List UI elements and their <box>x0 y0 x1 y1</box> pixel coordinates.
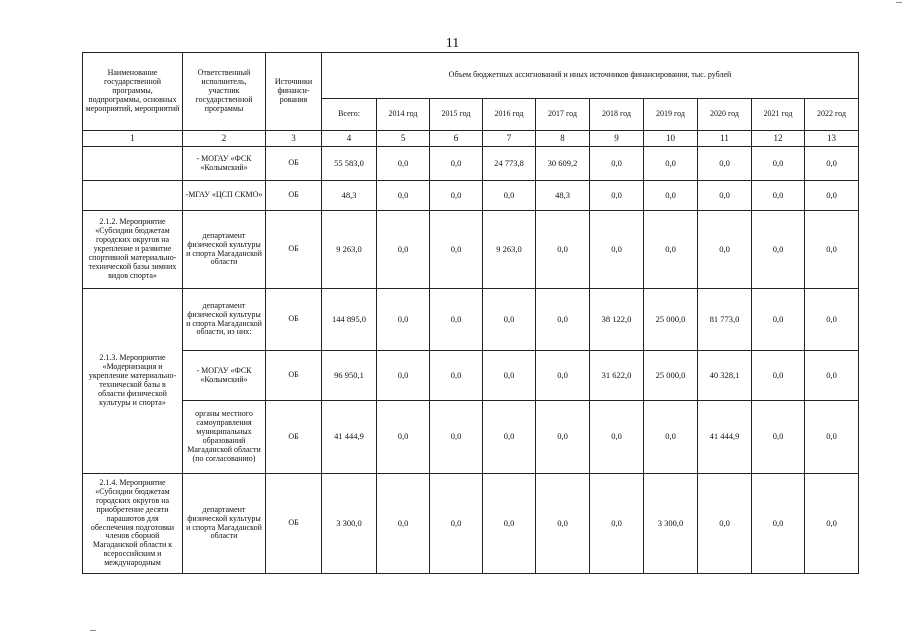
value-cell: 0,0 <box>536 474 590 574</box>
value-cell: 0,0 <box>805 474 859 574</box>
row-name <box>83 147 183 181</box>
value-cell: 0,0 <box>644 211 698 289</box>
value-cell: 0,0 <box>644 181 698 211</box>
column-number: 1 <box>83 131 183 147</box>
header-total: Всего: <box>322 99 377 131</box>
row-executor: департамент физической культуры и спорта Магаданской области <box>183 474 266 574</box>
value-cell: 0,0 <box>430 181 483 211</box>
value-cell: 0,0 <box>752 401 805 474</box>
value-cell: 0,0 <box>483 351 536 401</box>
row-source: ОБ <box>266 474 322 574</box>
column-number: 10 <box>644 131 698 147</box>
value-cell: 30 609,2 <box>536 147 590 181</box>
value-cell: 0,0 <box>752 147 805 181</box>
value-cell: 0,0 <box>590 474 644 574</box>
value-cell: 3 300,0 <box>644 474 698 574</box>
header-year: 2015 год <box>430 99 483 131</box>
header-source: Источники финанси-рования <box>266 53 322 131</box>
header-year: 2019 год <box>644 99 698 131</box>
value-cell: 0,0 <box>377 181 430 211</box>
row-executor: -МГАУ «ЦСП СКМО» <box>183 181 266 211</box>
column-number: 6 <box>430 131 483 147</box>
value-total: 3 300,0 <box>322 474 377 574</box>
page-number: 11 <box>445 36 460 51</box>
value-cell: 0,0 <box>430 147 483 181</box>
column-number: 4 <box>322 131 377 147</box>
value-total: 55 583,0 <box>322 147 377 181</box>
value-cell: 40 328,1 <box>698 351 752 401</box>
value-cell: 41 444,9 <box>698 401 752 474</box>
value-cell: 81 773,0 <box>698 289 752 351</box>
value-cell: 0,0 <box>590 147 644 181</box>
value-cell: 0,0 <box>644 401 698 474</box>
row-source: ОБ <box>266 147 322 181</box>
value-cell: 0,0 <box>805 181 859 211</box>
budget-table <box>82 52 859 574</box>
value-cell: 0,0 <box>536 289 590 351</box>
table-row <box>83 351 859 401</box>
value-cell: 0,0 <box>805 147 859 181</box>
value-cell: 0,0 <box>430 401 483 474</box>
value-cell: 0,0 <box>805 289 859 351</box>
value-total: 96 950,1 <box>322 351 377 401</box>
value-cell: 0,0 <box>752 351 805 401</box>
column-number: 3 <box>266 131 322 147</box>
value-cell: 0,0 <box>805 351 859 401</box>
row-executor: департамент физической культуры и спорта Магаданской области <box>183 211 266 289</box>
value-cell: 31 622,0 <box>590 351 644 401</box>
row-executor: - МОГАУ «ФСК «Колымский» <box>183 351 266 401</box>
value-cell: 9 263,0 <box>483 211 536 289</box>
column-number: 13 <box>805 131 859 147</box>
value-cell: 0,0 <box>377 289 430 351</box>
value-cell: 0,0 <box>483 289 536 351</box>
table-row <box>83 474 859 574</box>
value-cell: 0,0 <box>752 474 805 574</box>
value-cell: 0,0 <box>377 474 430 574</box>
value-cell: 0,0 <box>590 211 644 289</box>
value-cell: 25 000,0 <box>644 289 698 351</box>
row-source: ОБ <box>266 181 322 211</box>
value-cell: 0,0 <box>644 147 698 181</box>
value-cell: 0,0 <box>698 474 752 574</box>
value-cell: 0,0 <box>377 147 430 181</box>
value-cell: 0,0 <box>430 289 483 351</box>
value-cell: 0,0 <box>483 474 536 574</box>
value-cell: 0,0 <box>590 181 644 211</box>
header-name: Наименование государственной программы, подпрограммы, основных мероприятий, мероприятий <box>83 53 183 131</box>
value-total: 48,3 <box>322 181 377 211</box>
table-row <box>83 401 859 474</box>
value-total: 41 444,9 <box>322 401 377 474</box>
header-year: 2018 год <box>590 99 644 131</box>
value-cell: 0,0 <box>483 181 536 211</box>
value-cell: 38 122,0 <box>590 289 644 351</box>
value-cell: 0,0 <box>698 211 752 289</box>
header-year: 2022 год <box>805 99 859 131</box>
value-cell: 0,0 <box>752 289 805 351</box>
row-executor: - МОГАУ «ФСК «Колымский» <box>183 147 266 181</box>
value-cell: 0,0 <box>752 211 805 289</box>
table-row <box>83 147 859 181</box>
value-cell: 0,0 <box>698 181 752 211</box>
header-year: 2017 год <box>536 99 590 131</box>
column-number: 5 <box>377 131 430 147</box>
value-cell: 0,0 <box>536 401 590 474</box>
header-year: 2016 год <box>483 99 536 131</box>
scan-mark <box>896 2 902 3</box>
value-cell: 0,0 <box>805 211 859 289</box>
row-source: ОБ <box>266 289 322 351</box>
column-number: 9 <box>590 131 644 147</box>
value-cell: 0,0 <box>430 211 483 289</box>
header-year: 2014 год <box>377 99 430 131</box>
value-cell: 24 773,8 <box>483 147 536 181</box>
row-name: 2.1.3. Мероприятие «Модернизация и укрепление материально-технической базы в области физической культуры и спорта» <box>83 289 183 474</box>
value-total: 144 895,0 <box>322 289 377 351</box>
row-source: ОБ <box>266 351 322 401</box>
value-cell: 0,0 <box>536 211 590 289</box>
value-cell: 0,0 <box>377 211 430 289</box>
table-row <box>83 289 859 351</box>
value-cell: 25 000,0 <box>644 351 698 401</box>
value-total: 9 263,0 <box>322 211 377 289</box>
header-year: 2020 год <box>698 99 752 131</box>
row-source: ОБ <box>266 401 322 474</box>
value-cell: 0,0 <box>752 181 805 211</box>
column-number: 8 <box>536 131 590 147</box>
value-cell: 0,0 <box>377 401 430 474</box>
value-cell: 0,0 <box>430 474 483 574</box>
row-name: 2.1.4. Мероприятие «Субсидии бюджетам городских округов на приобретение десяти парашютов для обеспечения подготовки членов сборной Магаданской области к всероссийским и международным <box>83 474 183 574</box>
row-executor: органы местного самоуправления муниципальных образований Магаданской области (по согласованию) <box>183 401 266 474</box>
value-cell: 0,0 <box>377 351 430 401</box>
header-executor: Ответственный исполнитель, участник государственной программы <box>183 53 266 131</box>
column-number: 11 <box>698 131 752 147</box>
column-number: 7 <box>483 131 536 147</box>
value-cell: 0,0 <box>698 147 752 181</box>
value-cell: 0,0 <box>483 401 536 474</box>
row-source: ОБ <box>266 211 322 289</box>
column-number: 12 <box>752 131 805 147</box>
value-cell: 0,0 <box>430 351 483 401</box>
row-name: 2.1.2. Мероприятие «Субсидии бюджетам городских округов на укрепление и развитие спортивной материально-технической базы зимних видов спорта» <box>83 211 183 289</box>
row-executor: департамент физической культуры и спорта Магаданской области, из них: <box>183 289 266 351</box>
table-row <box>83 211 859 289</box>
value-cell: 0,0 <box>536 351 590 401</box>
value-cell: 0,0 <box>805 401 859 474</box>
header-year: 2021 год <box>752 99 805 131</box>
header-funding: Объем бюджетных ассигнований и иных источников финансирования, тыс. рублей <box>322 53 859 99</box>
value-cell: 48,3 <box>536 181 590 211</box>
table-row <box>83 181 859 211</box>
column-number: 2 <box>183 131 266 147</box>
value-cell: 0,0 <box>590 401 644 474</box>
scan-mark <box>90 630 96 631</box>
row-name <box>83 181 183 211</box>
